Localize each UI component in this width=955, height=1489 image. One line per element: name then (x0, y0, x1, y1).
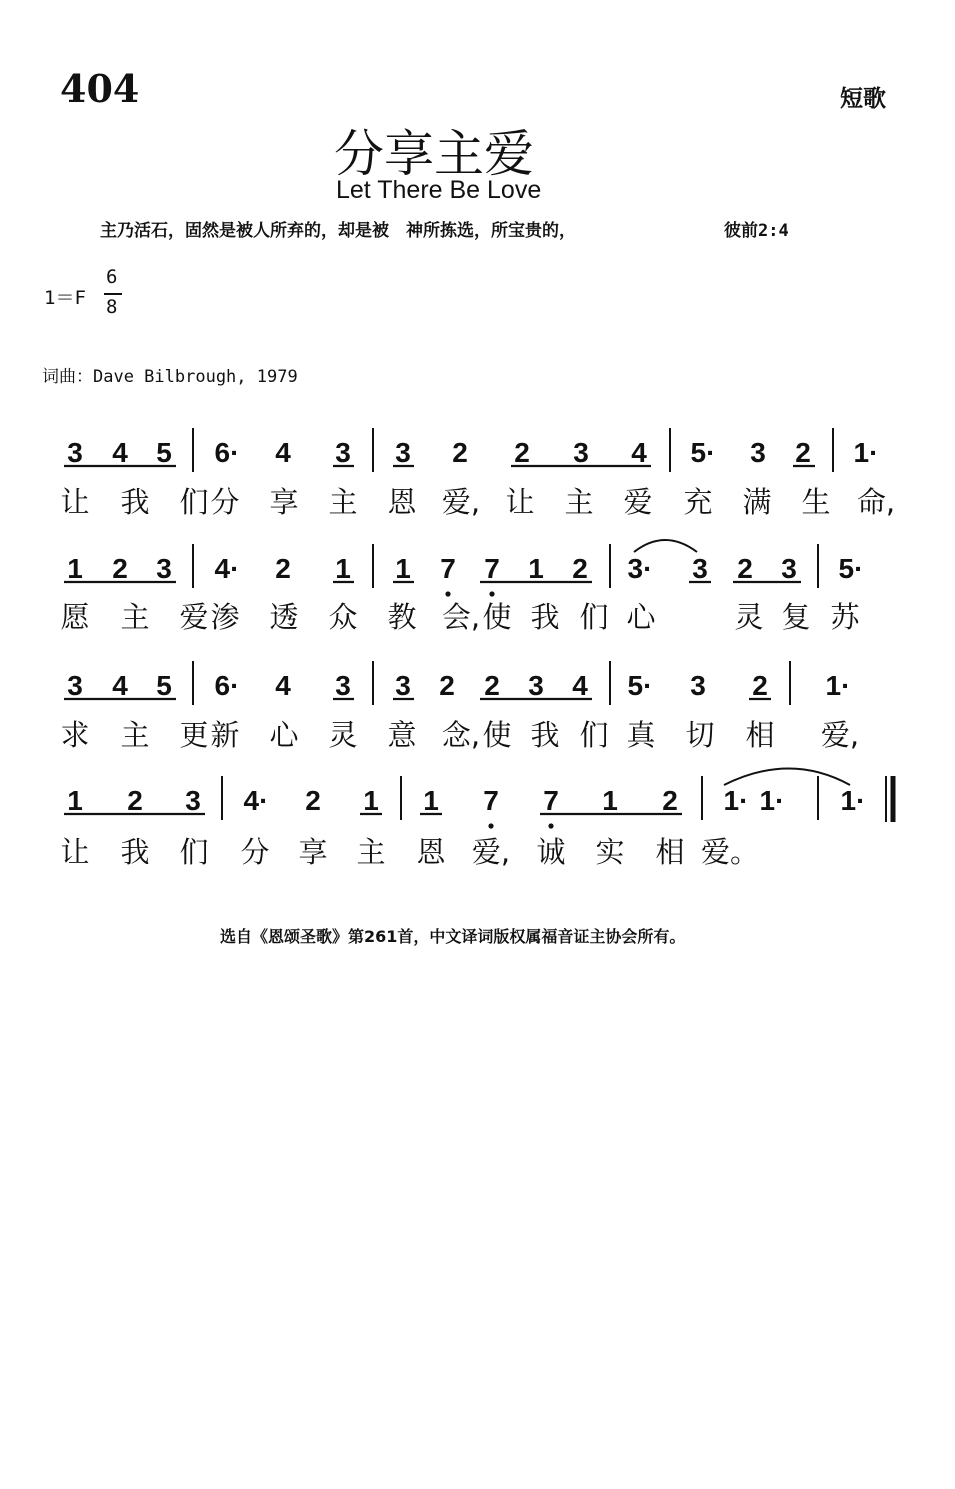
note: 1 (67, 553, 83, 584)
low-octave-dot (445, 591, 450, 596)
note: 2 (127, 785, 143, 816)
lyric-char: 爱 (623, 485, 653, 519)
title-english: Let There Be Love (336, 176, 542, 204)
note: 1· (840, 785, 866, 816)
lyric-char: 教 (387, 600, 417, 634)
low-octave-dot (489, 591, 494, 596)
lyric-char: 念, (441, 718, 481, 752)
lyric-char: 主 (356, 835, 386, 869)
note: 6· (214, 437, 240, 468)
note: 3 (690, 670, 706, 701)
lyric-char: 爱, (820, 718, 860, 752)
note: 4 (275, 437, 291, 468)
lyric-char: 相 (655, 835, 685, 869)
note: 5· (690, 437, 716, 468)
lyric-char: 们 (179, 835, 209, 869)
lyric-char: 相 (745, 718, 775, 752)
note: 6· (214, 670, 240, 701)
note: 5 (156, 437, 172, 468)
lyric-char: 爱 (179, 600, 209, 634)
lyric-char: 爱, (441, 485, 481, 519)
lyric-char: 求 (60, 718, 90, 752)
note: 1· (825, 670, 851, 701)
note: 3 (335, 437, 351, 468)
lyric-char: 恩 (416, 835, 446, 869)
lyric-char: 使 (482, 718, 512, 752)
lyric-char: 愿 (60, 600, 90, 634)
lyric-char: 更 (179, 718, 209, 752)
lyric-char: 主 (564, 485, 594, 519)
lyric-char: 们 (179, 485, 209, 519)
note: 7 (483, 785, 499, 816)
lyric-char: 透 (269, 600, 299, 634)
lyric-char: 使 (482, 600, 512, 634)
category-label: 短歌 (840, 86, 886, 112)
note: 5 (156, 670, 172, 701)
lyric-char: 我 (120, 485, 150, 519)
note: 3· (627, 553, 653, 584)
scripture-reference: 彼前2:4 (724, 221, 789, 241)
lyric-char: 主 (120, 718, 150, 752)
lyric-char: 切 (685, 718, 715, 752)
lyric-char: 命, (856, 485, 896, 519)
lyric-char: 苏 (830, 600, 860, 634)
note: 4· (214, 553, 240, 584)
title-chinese: 分享主爱 (334, 125, 534, 183)
note: 1· (853, 437, 879, 468)
lyric-char: 生 (801, 485, 831, 519)
lyric-char: 真 (626, 718, 656, 752)
lyric-char: 心 (626, 600, 656, 634)
note: 2 (112, 553, 128, 584)
lyric-char: 爱。 (700, 835, 760, 869)
lyric-char: 我 (120, 835, 150, 869)
low-octave-dot (548, 823, 553, 828)
lyric-char: 让 (60, 485, 90, 519)
note: 3 (67, 670, 83, 701)
lyric-char: 让 (60, 835, 90, 869)
lyric-char: 复 (781, 600, 811, 634)
note: 3 (395, 670, 411, 701)
lyric-char: 主 (120, 600, 150, 634)
lyric-char: 满 (742, 485, 772, 519)
note: 2 (795, 437, 811, 468)
copyright-footnote: 选自《恩颂圣歌》第261首，中文译词版权属福音证主协会所有。 (220, 927, 686, 946)
note: 4 (112, 670, 128, 701)
time-signature-top: 6 (106, 266, 118, 288)
note: 3 (335, 670, 351, 701)
lyric-char: 主 (328, 485, 358, 519)
note: 1 (423, 785, 439, 816)
note: 2 (572, 553, 588, 584)
note: 2 (752, 670, 768, 701)
lyric-char: 让 (505, 485, 535, 519)
note: 4 (112, 437, 128, 468)
composer-credit: 词曲：Dave Bilbrough, 1979 (42, 367, 298, 387)
lyric-char: 享 (269, 485, 299, 519)
low-octave-dot (488, 823, 493, 828)
note: 2 (484, 670, 500, 701)
note: 1 (395, 553, 411, 584)
note: 1 (528, 553, 544, 584)
lyric-char: 渗 (210, 600, 240, 634)
lyric-char: 我 (530, 718, 560, 752)
note: 1· (723, 785, 749, 816)
note: 1 (335, 553, 351, 584)
lyric-char: 新 (210, 718, 240, 752)
note: 2 (662, 785, 678, 816)
scripture-epigraph: 主乃活石，固然是被人所弃的，却是被 神所拣选，所宝贵的， (100, 221, 576, 241)
note: 1· (759, 785, 785, 816)
lyric-char: 会, (441, 600, 481, 634)
note: 3 (395, 437, 411, 468)
note: 5· (627, 670, 653, 701)
note: 4· (243, 785, 269, 816)
note: 3 (185, 785, 201, 816)
lyric-char: 们 (579, 600, 609, 634)
lyric-char: 实 (595, 835, 625, 869)
lyric-char: 享 (298, 835, 328, 869)
lyric-char: 我 (530, 600, 560, 634)
note: 7 (440, 553, 456, 584)
note: 3 (573, 437, 589, 468)
lyric-char: 分 (210, 485, 240, 519)
note: 3 (781, 553, 797, 584)
note: 3 (692, 553, 708, 584)
lyric-char: 意 (387, 718, 417, 752)
note: 2 (514, 437, 530, 468)
note: 5· (838, 553, 864, 584)
note: 2 (275, 553, 291, 584)
note: 3 (67, 437, 83, 468)
lyric-char: 恩 (387, 485, 417, 519)
note: 2 (737, 553, 753, 584)
lyric-char: 灵 (328, 718, 358, 752)
note: 3 (528, 670, 544, 701)
lyric-char: 们 (579, 718, 609, 752)
lyric-char: 分 (240, 835, 270, 869)
note: 4 (275, 670, 291, 701)
note: 2 (439, 670, 455, 701)
note: 7 (543, 785, 559, 816)
slur (634, 540, 697, 552)
note: 2 (305, 785, 321, 816)
note: 4 (631, 437, 647, 468)
note: 1 (67, 785, 83, 816)
lyric-char: 众 (328, 600, 358, 634)
note: 7 (484, 553, 500, 584)
lyric-char: 诚 (536, 835, 566, 869)
lyric-char: 爱, (471, 835, 511, 869)
lyric-char: 充 (683, 485, 713, 519)
note: 1 (363, 785, 379, 816)
slur (724, 769, 850, 786)
hymn-number: 404 (60, 66, 140, 111)
note: 3 (156, 553, 172, 584)
time-signature-bottom: 8 (106, 296, 118, 318)
key-signature: 1＝F (44, 287, 86, 309)
note: 2 (452, 437, 468, 468)
note: 3 (750, 437, 766, 468)
note: 1 (602, 785, 618, 816)
lyric-char: 灵 (734, 600, 764, 634)
note: 4 (572, 670, 588, 701)
lyric-char: 心 (269, 718, 299, 752)
